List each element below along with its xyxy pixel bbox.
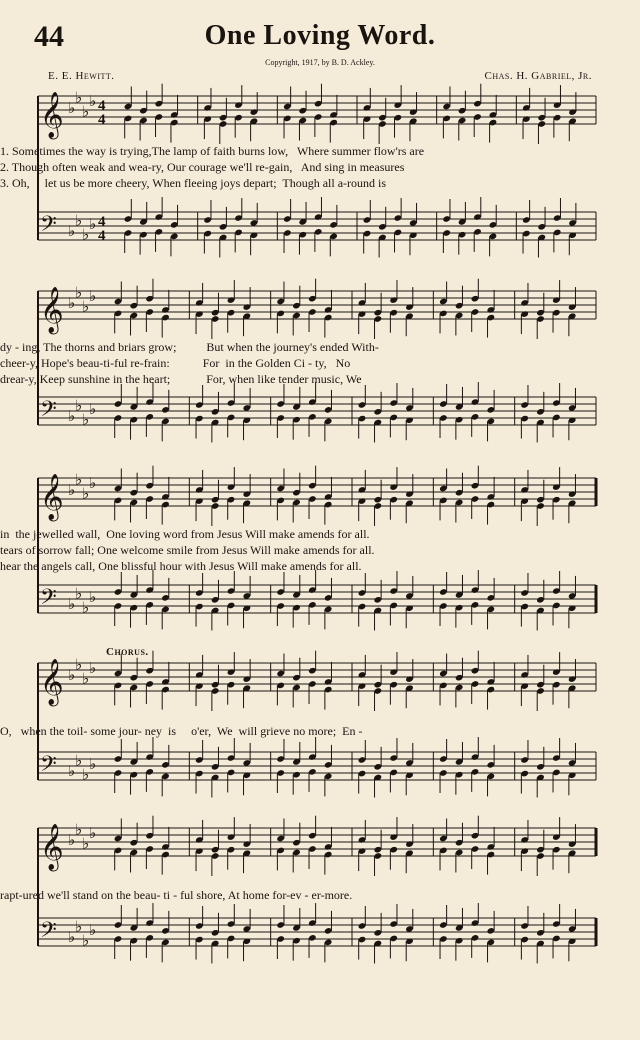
lyric-line-s3-v2: tears of sorrow fall; One welcome smile from Jesus Will make amends for all. xyxy=(0,543,375,557)
lyric-line-s3-v3: hear the angels call, One blissful hour with Jesus Will make amends for all. xyxy=(0,559,362,573)
flat-icon: ♭ xyxy=(75,211,83,230)
flat-icon: ♭ xyxy=(68,831,76,849)
flat-icon: ♭ xyxy=(75,655,83,674)
flat-icon: ♭ xyxy=(75,584,83,603)
flat-icon: ♭ xyxy=(82,931,90,950)
flat-icon: ♭ xyxy=(82,484,90,503)
flat-icon: ♭ xyxy=(75,470,83,489)
flat-icon: ♭ xyxy=(68,99,76,117)
treble-clef-icon: 𝄞 xyxy=(40,824,64,870)
hymn-title: One Loving Word. xyxy=(204,20,436,51)
treble-clef-icon: 𝄞 xyxy=(40,92,64,138)
flat-icon: ♭ xyxy=(75,88,83,107)
lyric-line-s2-v1: dy - ing, The thorns and briars grow; But when the journey's ended With- xyxy=(0,340,379,354)
lyric-line-s2-v2: cheer-y, Hope's beau-ti-ful re-frain: For in the Golden Ci - ty, No xyxy=(0,356,351,370)
flat-icon: ♭ xyxy=(89,659,97,677)
flat-icon: ♭ xyxy=(68,928,76,946)
flat-icon: ♭ xyxy=(82,225,90,244)
lyric-line-s1-v1: 1. Sometimes the way is trying,The lamp of faith burns low, Where summer flow'rs are xyxy=(0,144,425,158)
flat-icon: ♭ xyxy=(89,215,97,233)
flat-icon: ♭ xyxy=(68,222,76,240)
flat-icon: ♭ xyxy=(82,598,90,617)
lyric-line-s5: rapt-ured we'll stand on the beau- ti - ful shore, At home for-ev - er-more. xyxy=(0,888,353,902)
flat-icon: ♭ xyxy=(68,294,76,312)
flat-icon: ♭ xyxy=(89,755,97,773)
lyricist-credit: E. E. Hewitt. xyxy=(48,70,115,82)
time-signature-top: 4 xyxy=(98,214,106,230)
time-signature-bottom: 4 xyxy=(98,112,106,128)
flat-icon: ♭ xyxy=(82,102,90,121)
bass-clef-icon: 𝄢 xyxy=(40,918,57,948)
flat-icon: ♭ xyxy=(89,921,97,939)
treble-clef-icon: 𝄞 xyxy=(40,474,64,520)
lyric-line-s4: O, when the toil- some jour- ney is o'er, We will grieve no more; En - xyxy=(0,724,363,738)
flat-icon: ♭ xyxy=(82,834,90,853)
bass-clef-icon: 𝄢 xyxy=(40,212,57,242)
flat-icon: ♭ xyxy=(89,588,97,606)
flat-icon: ♭ xyxy=(82,297,90,316)
flat-icon: ♭ xyxy=(75,283,83,302)
flat-icon: ♭ xyxy=(89,474,97,492)
flat-icon: ♭ xyxy=(89,824,97,842)
bass-clef-icon: 𝄢 xyxy=(40,752,57,782)
flat-icon: ♭ xyxy=(75,820,83,839)
composer-credit: Chas. H. Gabriel, Jr. xyxy=(484,70,592,82)
time-signature-bottom: 4 xyxy=(98,228,106,244)
hymn-number: 44 xyxy=(34,20,64,53)
flat-icon: ♭ xyxy=(89,92,97,110)
flat-icon: ♭ xyxy=(89,400,97,418)
flat-icon: ♭ xyxy=(89,287,97,305)
flat-icon: ♭ xyxy=(75,396,83,415)
chorus-label: Chorus. xyxy=(106,646,149,658)
flat-icon: ♭ xyxy=(82,669,90,688)
bass-clef-icon: 𝄢 xyxy=(40,397,57,427)
flat-icon: ♭ xyxy=(68,666,76,684)
treble-clef-icon: 𝄞 xyxy=(40,287,64,333)
flat-icon: ♭ xyxy=(68,407,76,425)
copyright-notice: Copyright, 1917, by B. D. Ackley. xyxy=(265,58,375,67)
flat-icon: ♭ xyxy=(75,751,83,770)
treble-clef-icon: 𝄞 xyxy=(40,659,64,705)
flat-icon: ♭ xyxy=(82,410,90,429)
lyric-line-s2-v3: drear-y, Keep sunshine in the heart; For, when like tender music, We xyxy=(0,372,362,386)
lyric-line-s3-v1: in the jewelled wall, One loving word from Jesus Will make amends for all. xyxy=(0,527,370,541)
time-signature-top: 4 xyxy=(98,98,106,114)
lyric-line-s1-v2: 2. Though often weak and wea-ry, Our courage we'll re-gain, And sing in measures xyxy=(0,160,405,174)
lyric-line-s1-v3: 3. Oh, let us be more cheery, When fleeing joys depart; Though all a-round is xyxy=(0,176,387,190)
flat-icon: ♭ xyxy=(75,917,83,936)
flat-icon: ♭ xyxy=(68,595,76,613)
flat-icon: ♭ xyxy=(82,765,90,784)
bass-clef-icon: 𝄢 xyxy=(40,585,57,615)
flat-icon: ♭ xyxy=(68,762,76,780)
flat-icon: ♭ xyxy=(68,481,76,499)
